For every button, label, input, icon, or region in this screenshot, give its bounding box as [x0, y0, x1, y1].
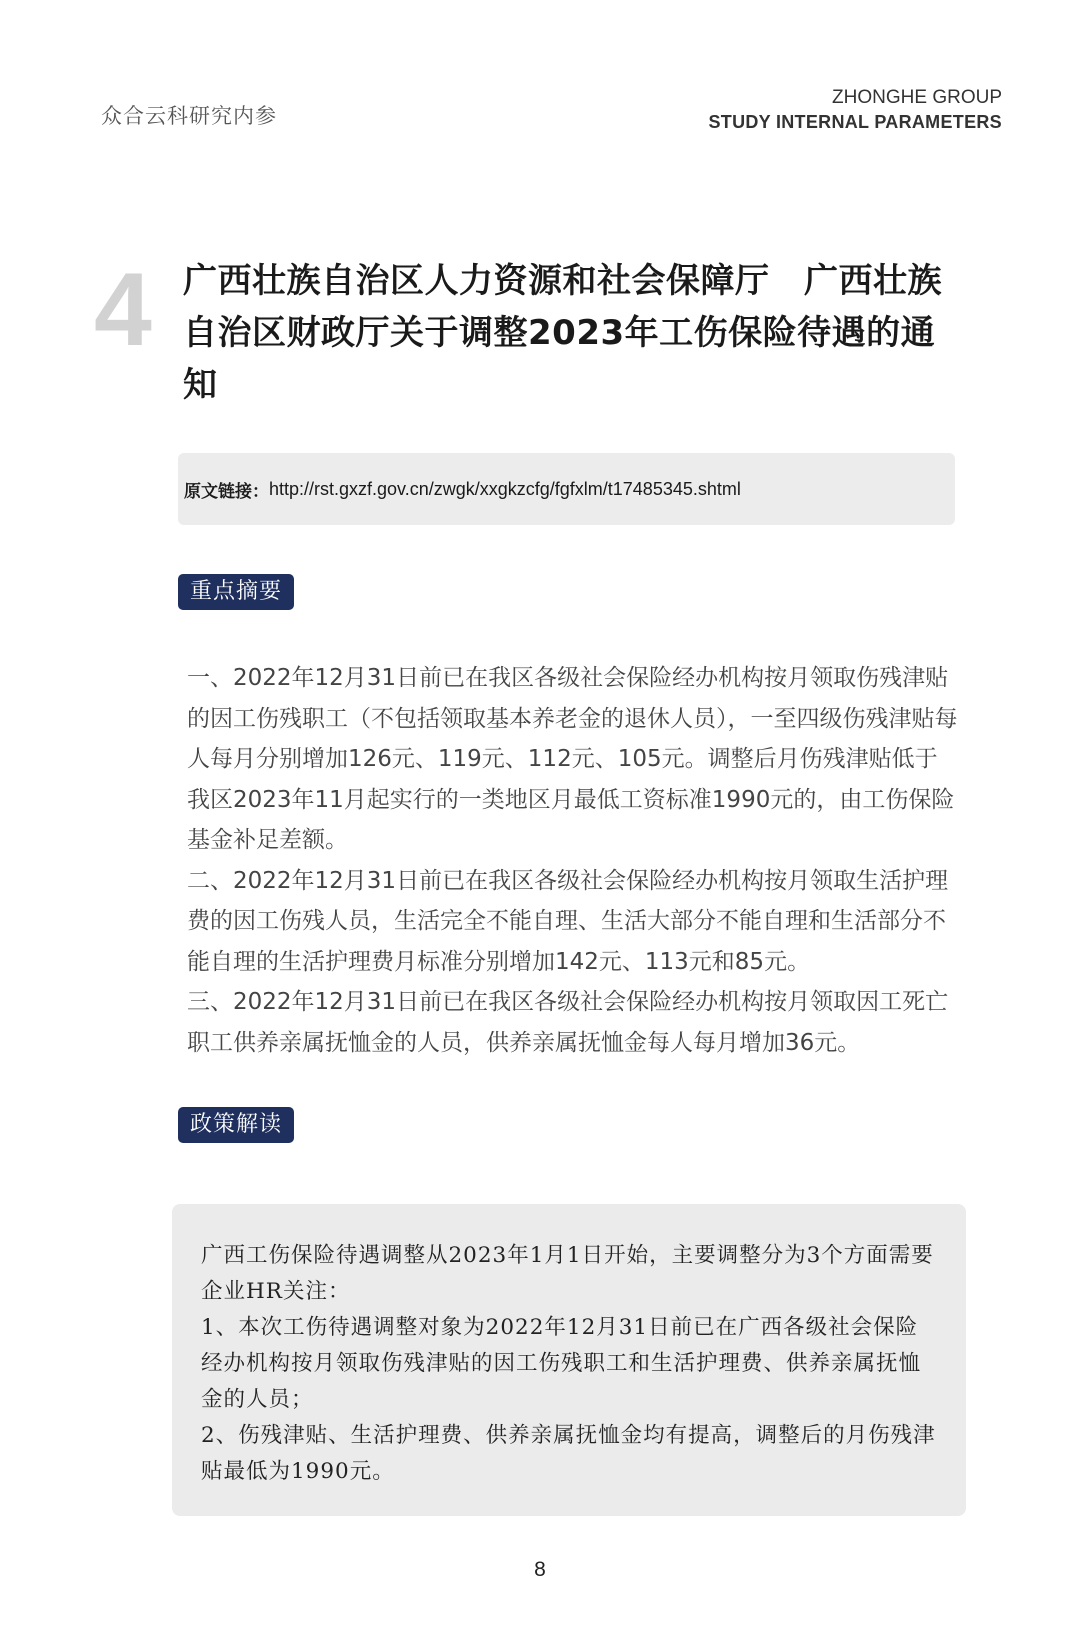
interpretation-paragraph: 2、伤残津贴、生活护理费、供养亲属抚恤金均有提高，调整后的月伤残津贴最低为1990元。: [201, 1423, 936, 1484]
source-link-label: 原文链接：: [184, 481, 269, 502]
summary-paragraph: 二、2022年12月31日前已在我区各级社会保险经办机构按月领取生活护理费的因工伤残人员，生活完全不能自理、生活大部分不能自理和生活部分不能自理的生活护理费月标准分别增加142元、113元和85元。: [187, 867, 949, 975]
publication-name: 众合云科研究内参: [101, 104, 277, 128]
brand-line-1: ZHONGHE GROUP: [832, 87, 1002, 108]
interpretation-box: [172, 1204, 966, 1516]
section-number: 4: [94, 252, 152, 368]
interpretation-badge: 政策解读: [178, 1107, 294, 1143]
brand-line-2: STUDY INTERNAL PARAMETERS: [708, 112, 1002, 132]
summary-text: [187, 658, 959, 1063]
source-link-box: [178, 453, 955, 525]
summary-paragraph: 一、2022年12月31日前已在我区各级社会保险经办机构按月领取伤残津贴的因工伤残职工（不包括领取基本养老金的退休人员），一至四级伤残津贴每人每月分别增加126元、119元、112元、105元。调整后月伤残津贴低于我区2023年11月起实行的一类地区月最低工资标准1990元的，由工伤保险基金补足差额。: [187, 665, 958, 853]
header-brand: [708, 86, 1002, 134]
summary-paragraph: 三、2022年12月31日前已在我区各级社会保险经办机构按月领取因工死亡职工供养亲属抚恤金的人员，供养亲属抚恤金每人每月增加36元。: [187, 989, 949, 1056]
source-link-url[interactable]: http://rst.gxzf.gov.cn/zwgk/xxgkzcfg/fgfxlm/t17485345.shtml: [269, 478, 741, 499]
interpretation-paragraph: 1、本次工伤待遇调整对象为2022年12月31日前已在广西各级社会保险经办机构按月领取伤残津贴的因工伤残职工和生活护理费、供养亲属抚恤金的人员；: [201, 1315, 922, 1412]
page-title: 广西壮族自治区人力资源和社会保障厅 广西壮族自治区财政厅关于调整2023年工伤保险待遇的通知: [183, 261, 942, 405]
interpretation-paragraph: 广西工伤保险待遇调整从2023年1月1日开始，主要调整分为3个方面需要企业HR关注：: [201, 1243, 934, 1304]
summary-badge: 重点摘要: [178, 574, 294, 610]
page-number: 8: [534, 1558, 546, 1581]
